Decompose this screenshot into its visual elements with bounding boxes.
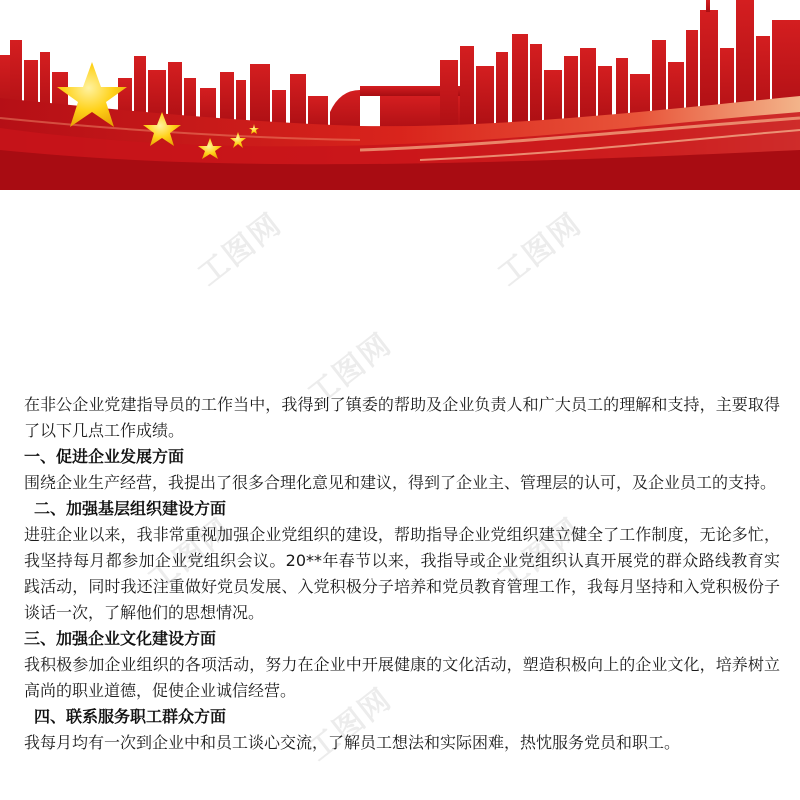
watermark-text: 工图网	[141, 511, 239, 599]
section-paragraph: 围绕企业生产经营，我提出了很多合理化意见和建议，得到了企业主、管理层的认可，及企业员工的支持。	[24, 473, 777, 492]
section-paragraph: 我每月均有一次到企业中和员工谈心交流，了解员工想法和实际困难，热忱服务党员和职工。	[24, 733, 681, 752]
watermark-text: 工图网	[301, 681, 399, 769]
section-paragraph: 我积极参加企业组织的各项活动，努力在企业中开展健康的文化活动，塑造积极向上的企业文化，培养树立高尚的职业道德，促使企业诚信经营。	[24, 655, 780, 700]
watermark-text: 工图网	[491, 206, 589, 294]
section-heading: 一、促进企业发展方面	[24, 447, 185, 466]
section-heading: 三、加强企业文化建设方面	[24, 629, 217, 648]
header-banner	[0, 0, 800, 190]
document-body	[24, 392, 780, 756]
watermark-text: 工图网	[301, 326, 399, 414]
section-heading: 四、联系服务职工群众方面	[34, 707, 227, 726]
intro-paragraph: 在非公企业党建指导员的工作当中，我得到了镇委的帮助及企业负责人和广大员工的理解和支持，主要取得了以下几点工作成绩。	[24, 395, 780, 440]
section-heading: 二、加强基层组织建设方面	[34, 499, 227, 518]
city-skyline-illustration	[0, 0, 800, 190]
section-paragraph: 进驻企业以来，我非常重视加强企业党组织的建设，帮助指导企业党组织建立健全了工作制度，无论多忙，我坚持每月都参加企业党组织会议。20**年春节以来，我指导或企业党组织认真开展党的群众路线教育实践活动，同时我还注重做好党员发展、入党积极分子培养和党员教育管理工作，我每月坚持和入党积极份子谈话一次，了解他们的思想情况。	[24, 525, 780, 622]
watermark-text: 工图网	[191, 206, 289, 294]
watermark-text: 工图网	[491, 511, 589, 599]
